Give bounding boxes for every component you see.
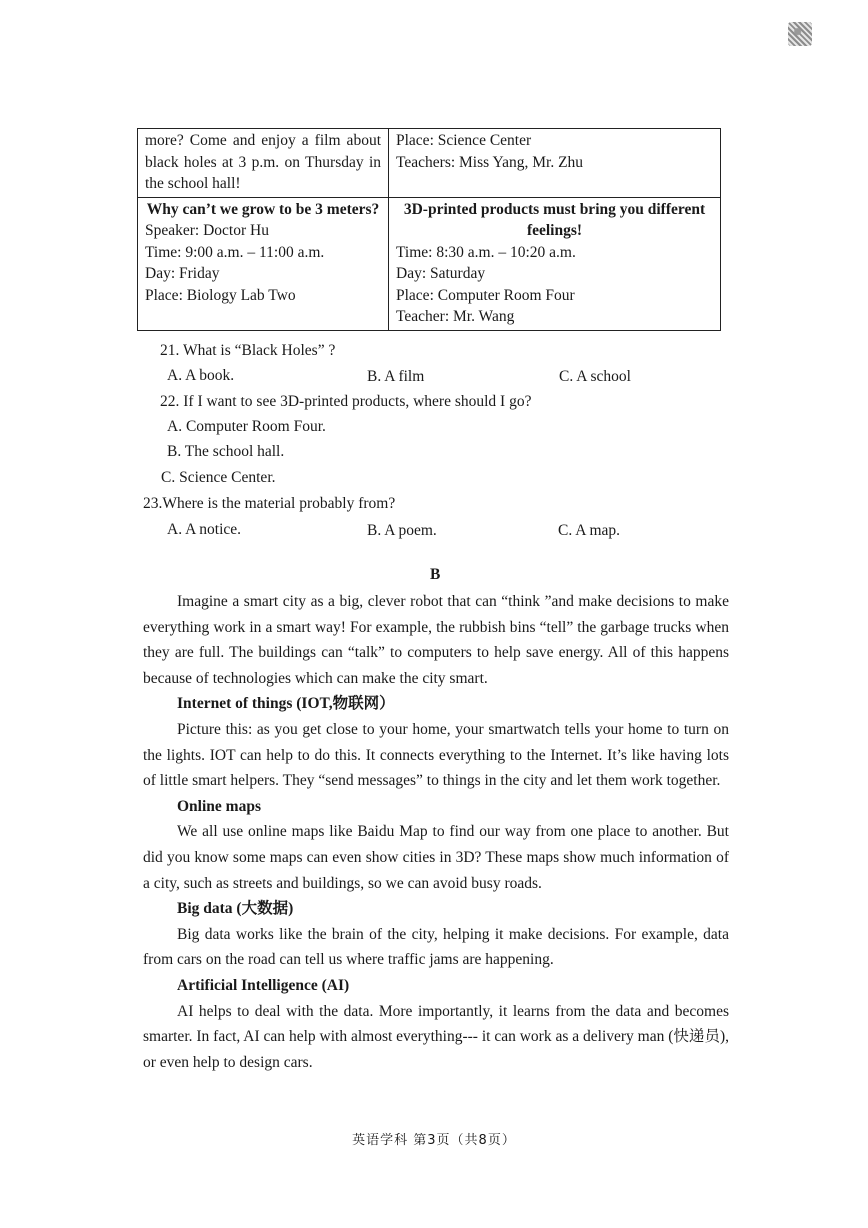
online-maps-paragraph: We all use online maps like Baidu Map to find our way from one place to another. But did you know some maps can even show cities in 3D? These maps show much information of a city, such as streets and buildings, so we can avoid busy roads. <box>143 823 729 892</box>
big-data-heading: Big data (大数据) <box>177 900 294 918</box>
day-text: Day: Saturday <box>396 265 486 282</box>
question-22-stem: 22. If I want to see 3D-printed products, where should I go? <box>160 393 532 410</box>
question-23-option-a: A. A notice. <box>167 521 242 538</box>
question-23-option-c: C. A map. <box>558 522 621 539</box>
cell-title: Why can’t we grow to be 3 meters? <box>146 200 380 218</box>
section-b-heading: B <box>430 566 441 583</box>
cell-title: 3D-printed products must bring you different feelings! <box>403 200 706 239</box>
place-text: Place: Biology Lab Two <box>145 286 296 304</box>
question-21-stem: 21. What is “Black Holes” ? <box>160 342 336 359</box>
question-21-option-b: B. A film <box>367 368 425 385</box>
question-22-option-c: C. Science Center. <box>161 469 276 486</box>
question-21-option-a: A. A book. <box>167 367 235 384</box>
reading-passage-b <box>143 589 729 1075</box>
intro-paragraph: Imagine a smart city as a big, clever robot that can “think ”and make decisions to make everything work in a smart way! For example, the rubbish bins “tell” the garbage trucks when they are full. The buildings can “talk” to computers to help save energy. All of this happens because of technologies which can make the city smart. <box>143 593 729 687</box>
question-22-option-b: B. The school hall. <box>167 443 285 460</box>
place-text: Place: Science Center <box>396 132 532 149</box>
online-maps-heading: Online maps <box>177 797 261 815</box>
black-holes-text: more? Come and enjoy a film about black holes at 3 p.m. on Thursday in the school hall! <box>145 132 381 192</box>
big-data-paragraph: Big data works like the brain of the city, helping it make decisions. For example, data from cars on the road can tell us where traffic jams are happening. <box>143 925 729 969</box>
table-cell-grow-talk <box>138 197 389 330</box>
ai-paragraph: AI helps to deal with the data. More importantly, it learns from the data and becomes smarter. In fact, AI can help with almost everything--- it can work as a delivery man (快递员), or even help to design cars. <box>143 1002 729 1071</box>
teacher-text: Teacher: Mr. Wang <box>396 308 515 325</box>
time-text: Time: 9:00 a.m. – 11:00 a.m. <box>145 243 325 261</box>
question-22-option-a: A. Computer Room Four. <box>167 418 326 435</box>
table-cell-black-holes <box>138 129 389 198</box>
day-text: Day: Friday <box>145 265 220 282</box>
teachers-text: Teachers: Miss Yang, Mr. Zhu <box>396 153 584 171</box>
question-23-stem: 23.Where is the material probably from? <box>143 495 396 512</box>
speaker-text: Speaker: Doctor Hu <box>145 222 269 239</box>
ai-heading: Artificial Intelligence (AI) <box>177 976 350 994</box>
question-23-option-b: B. A poem. <box>367 522 437 539</box>
page-footer: 英语学科 第3页（共8页） <box>352 1133 516 1148</box>
table-cell-3d-printing <box>389 197 721 330</box>
corner-scan-mark <box>788 22 812 46</box>
time-text: Time: 8:30 a.m. – 10:20 a.m. <box>396 243 576 261</box>
notice-table <box>137 128 721 331</box>
iot-paragraph: Picture this: as you get close to your home, your smartwatch tells your home to turn on the lights. IOT can help to do this. It connects everything to the Internet. It’s like having lots of little smart helpers. They “send messages” to things in the city and let them work together. <box>143 720 729 790</box>
question-21-option-c: C. A school <box>559 368 631 385</box>
table-row <box>138 197 721 330</box>
place-text: Place: Computer Room Four <box>396 286 575 304</box>
table-row <box>138 129 721 198</box>
iot-heading: Internet of things (IOT,物联网） <box>177 695 395 713</box>
table-cell-science-center <box>389 129 721 198</box>
